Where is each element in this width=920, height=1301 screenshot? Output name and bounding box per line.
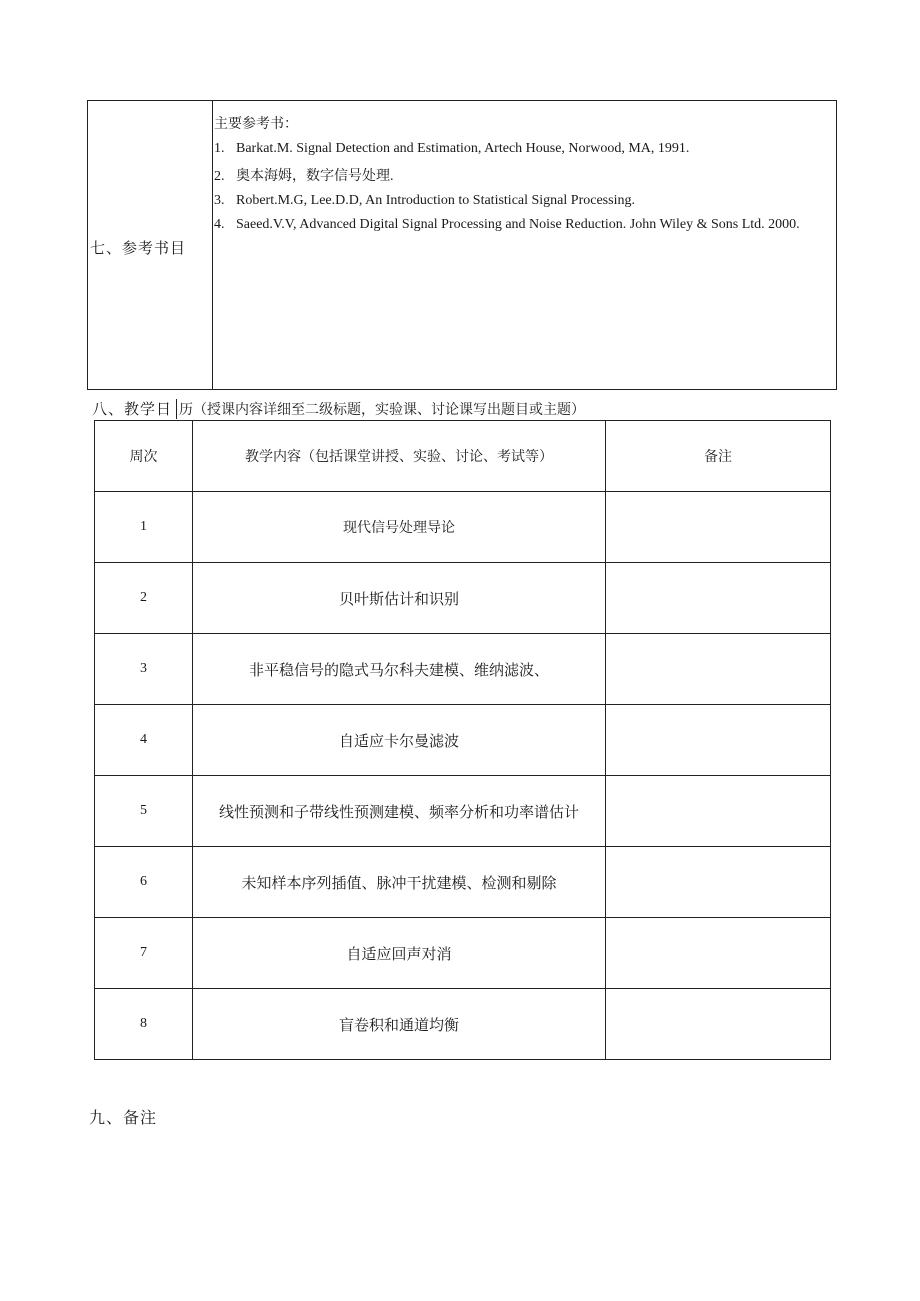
notes-heading: 九、备注 (89, 1110, 158, 1127)
reference-number: 1. (214, 141, 225, 156)
table-row (95, 563, 831, 634)
week-cell: 2 (95, 563, 193, 634)
schedule-table (94, 420, 831, 1060)
reference-text: Robert.M.G, Lee.D.D, An Introduction to Statistical Signal Processing. (236, 193, 635, 208)
table-row (95, 492, 831, 563)
content-cell: 盲卷积和通道均衡 (193, 989, 606, 1060)
week-cell: 8 (95, 989, 193, 1060)
table-row (95, 847, 831, 918)
table-row (95, 705, 831, 776)
note-cell (606, 634, 831, 705)
note-cell (606, 847, 831, 918)
content-cell: 现代信号处理导论 (193, 492, 606, 563)
schedule-heading (92, 398, 585, 419)
content-cell: 非平稳信号的隐式马尔科夫建模、维纳滤波、 (193, 634, 606, 705)
content-cell: 自适应回声对消 (193, 918, 606, 989)
content-cell: 未知样本序列插值、脉冲干扰建模、检测和剔除 (193, 847, 606, 918)
references-label-cell (88, 101, 213, 389)
week-cell: 7 (95, 918, 193, 989)
reference-text: Saeed.V.V, Advanced Digital Signal Processing and Noise Reduction. John Wiley & Sons Ltd. 2000. (236, 217, 800, 232)
note-cell (606, 918, 831, 989)
week-cell: 3 (95, 634, 193, 705)
reference-text: 奥本海姆，数字信号处理. (236, 169, 394, 184)
note-cell (606, 776, 831, 847)
reference-item (214, 213, 832, 237)
note-cell (606, 492, 831, 563)
reference-item (214, 165, 832, 189)
reference-item (214, 189, 832, 213)
reference-number: 4. (214, 217, 225, 232)
week-cell: 6 (95, 847, 193, 918)
reference-number: 2. (214, 169, 225, 184)
content-cell: 自适应卡尔曼滤波 (193, 705, 606, 776)
table-row (95, 918, 831, 989)
content-cell: 线性预测和子带线性预测建模、频率分析和功率谱估计 (193, 776, 606, 847)
schedule-heading-note: 历（授课内容详细至二级标题，实验课、讨论课写出题目或主题） (176, 399, 585, 419)
note-cell (606, 563, 831, 634)
reference-number: 3. (214, 193, 225, 208)
content-cell: 贝叶斯估计和识别 (193, 563, 606, 634)
references-content-cell (214, 113, 832, 237)
schedule-header-row (95, 421, 831, 492)
note-cell (606, 989, 831, 1060)
references-intro: 主要参考书： (214, 117, 298, 132)
week-cell: 5 (95, 776, 193, 847)
references-section-label: 七、参考书目 (90, 241, 187, 257)
reference-text: Barkat.M. Signal Detection and Estimation, Artech House, Norwood, MA, 1991. (236, 141, 690, 156)
table-row (95, 776, 831, 847)
table-row (95, 634, 831, 705)
column-header-week: 周次 (95, 421, 193, 492)
week-cell: 1 (95, 492, 193, 563)
note-cell (606, 705, 831, 776)
column-header-content: 教学内容（包括课堂讲授、实验、讨论、考试等） (193, 421, 606, 492)
schedule-heading-title: 八、教学日 (92, 402, 173, 418)
reference-item (214, 137, 832, 161)
column-header-note: 备注 (606, 421, 831, 492)
references-table (87, 100, 837, 390)
table-row (95, 989, 831, 1060)
week-cell: 4 (95, 705, 193, 776)
